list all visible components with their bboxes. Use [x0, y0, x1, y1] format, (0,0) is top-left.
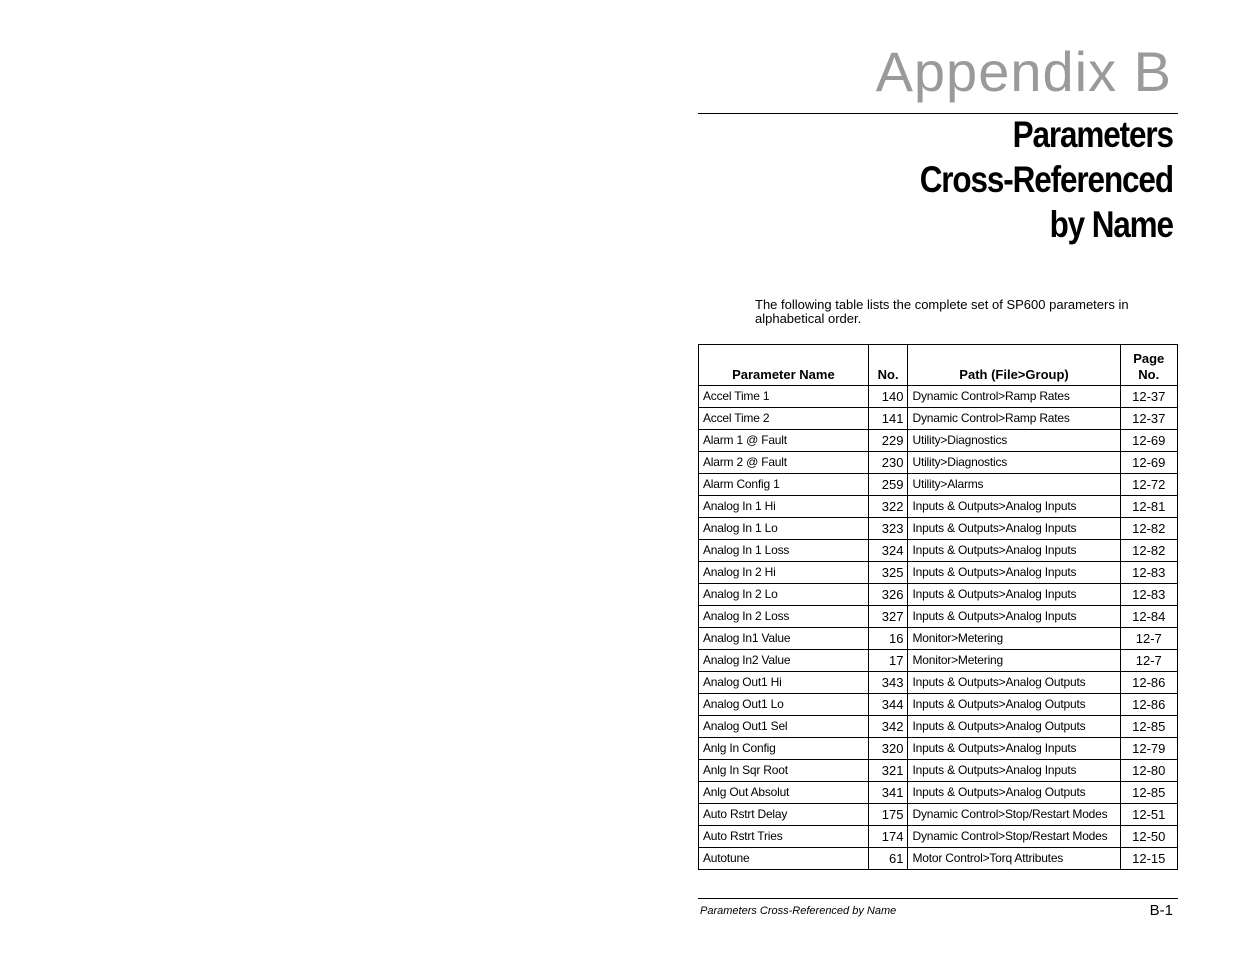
- table-row: [699, 452, 1178, 474]
- parameter-name-cell: Analog Out1 Sel: [699, 716, 869, 738]
- parameter-number-cell: 321: [868, 760, 908, 782]
- parameter-path-cell: Dynamic Control>Stop/Restart Modes: [908, 804, 1120, 826]
- parameter-path-cell: Utility>Diagnostics: [908, 430, 1120, 452]
- parameter-number-cell: 344: [868, 694, 908, 716]
- parameter-path-cell: Inputs & Outputs>Analog Inputs: [908, 606, 1120, 628]
- parameter-name-cell: Analog In 2 Hi: [699, 562, 869, 584]
- parameter-number-cell: 341: [868, 782, 908, 804]
- page-number-cell: 12-37: [1120, 386, 1177, 408]
- parameter-number-cell: 16: [868, 628, 908, 650]
- page-number-cell: 12-37: [1120, 408, 1177, 430]
- parameter-number-cell: 325: [868, 562, 908, 584]
- page-number-cell: 12-69: [1120, 430, 1177, 452]
- parameter-number-cell: 175: [868, 804, 908, 826]
- table-row: [699, 518, 1178, 540]
- page-number-cell: 12-69: [1120, 452, 1177, 474]
- page-number-cell: 12-80: [1120, 760, 1177, 782]
- parameter-path-cell: Dynamic Control>Ramp Rates: [908, 386, 1120, 408]
- table-row: [699, 628, 1178, 650]
- footer-divider: [698, 898, 1178, 899]
- parameter-path-cell: Utility>Diagnostics: [908, 452, 1120, 474]
- parameter-path-cell: Inputs & Outputs>Analog Inputs: [908, 760, 1120, 782]
- page-number-cell: 12-85: [1120, 716, 1177, 738]
- header-page-no: Page No.: [1120, 345, 1177, 386]
- parameter-path-cell: Monitor>Metering: [908, 628, 1120, 650]
- page-number-cell: 12-7: [1120, 628, 1177, 650]
- parameter-path-cell: Inputs & Outputs>Analog Outputs: [908, 694, 1120, 716]
- parameter-path-cell: Dynamic Control>Stop/Restart Modes: [908, 826, 1120, 848]
- parameter-name-cell: Analog In 1 Loss: [699, 540, 869, 562]
- parameter-name-cell: Analog In 2 Lo: [699, 584, 869, 606]
- parameter-path-cell: Inputs & Outputs>Analog Outputs: [908, 782, 1120, 804]
- parameter-name-cell: Analog In 2 Loss: [699, 606, 869, 628]
- table-row: [699, 496, 1178, 518]
- parameter-number-cell: 174: [868, 826, 908, 848]
- table-row: [699, 694, 1178, 716]
- parameter-number-cell: 322: [868, 496, 908, 518]
- footer-page-number: B-1: [1149, 902, 1173, 919]
- parameter-name-cell: Alarm Config 1: [699, 474, 869, 496]
- parameter-number-cell: 61: [868, 848, 908, 870]
- parameter-number-cell: 324: [868, 540, 908, 562]
- table-row: [699, 804, 1178, 826]
- page-number-cell: 12-83: [1120, 584, 1177, 606]
- parameter-path-cell: Inputs & Outputs>Analog Inputs: [908, 584, 1120, 606]
- table-row: [699, 738, 1178, 760]
- parameter-number-cell: 230: [868, 452, 908, 474]
- table-body: [699, 386, 1178, 870]
- parameter-path-cell: Inputs & Outputs>Analog Inputs: [908, 738, 1120, 760]
- table-row: [699, 430, 1178, 452]
- parameter-path-cell: Inputs & Outputs>Analog Inputs: [908, 562, 1120, 584]
- parameter-name-cell: Analog Out1 Lo: [699, 694, 869, 716]
- page-number-cell: 12-79: [1120, 738, 1177, 760]
- table-row: [699, 540, 1178, 562]
- parameter-name-cell: Alarm 1 @ Fault: [699, 430, 869, 452]
- header-parameter-name: Parameter Name: [699, 345, 869, 386]
- table-row: [699, 650, 1178, 672]
- page-number-cell: 12-84: [1120, 606, 1177, 628]
- page-number-cell: 12-72: [1120, 474, 1177, 496]
- parameter-name-cell: Accel Time 2: [699, 408, 869, 430]
- parameter-name-cell: Analog In1 Value: [699, 628, 869, 650]
- parameter-path-cell: Inputs & Outputs>Analog Inputs: [908, 518, 1120, 540]
- header-no: No.: [868, 345, 908, 386]
- parameter-number-cell: 342: [868, 716, 908, 738]
- header-path: Path (File>Group): [908, 345, 1120, 386]
- chapter-title-line-3: by Name: [1049, 204, 1173, 245]
- table-row: [699, 606, 1178, 628]
- chapter-title-line-1: Parameters: [1012, 114, 1173, 155]
- parameter-path-cell: Inputs & Outputs>Analog Inputs: [908, 496, 1120, 518]
- parameter-name-cell: Autotune: [699, 848, 869, 870]
- table-header-row: [699, 345, 1178, 386]
- page-number-cell: 12-85: [1120, 782, 1177, 804]
- page-number-cell: 12-86: [1120, 672, 1177, 694]
- page-number-cell: 12-81: [1120, 496, 1177, 518]
- page-number-cell: 12-15: [1120, 848, 1177, 870]
- page-number-cell: 12-51: [1120, 804, 1177, 826]
- intro-paragraph: The following table lists the complete set of SP600 parameters in alphabetical order.: [755, 297, 1129, 326]
- parameter-path-cell: Dynamic Control>Ramp Rates: [908, 408, 1120, 430]
- parameter-name-cell: Anlg Out Absolut: [699, 782, 869, 804]
- table-row: [699, 386, 1178, 408]
- parameter-name-cell: Analog In 1 Lo: [699, 518, 869, 540]
- footer-title: Parameters Cross-Referenced by Name: [700, 905, 897, 917]
- parameter-path-cell: Monitor>Metering: [908, 650, 1120, 672]
- parameter-number-cell: 320: [868, 738, 908, 760]
- parameter-number-cell: 141: [868, 408, 908, 430]
- parameter-path-cell: Motor Control>Torq Attributes: [908, 848, 1120, 870]
- table-row: [699, 584, 1178, 606]
- parameter-name-cell: Anlg In Config: [699, 738, 869, 760]
- parameter-path-cell: Utility>Alarms: [908, 474, 1120, 496]
- page-number-cell: 12-82: [1120, 518, 1177, 540]
- table-row: [699, 474, 1178, 496]
- table-row: [699, 782, 1178, 804]
- parameter-name-cell: Auto Rstrt Delay: [699, 804, 869, 826]
- table-row: [699, 848, 1178, 870]
- chapter-title-line-2: Cross-Referenced: [919, 159, 1173, 200]
- parameter-name-cell: Analog In2 Value: [699, 650, 869, 672]
- page-number-cell: 12-7: [1120, 650, 1177, 672]
- parameter-number-cell: 343: [868, 672, 908, 694]
- table-row: [699, 562, 1178, 584]
- parameter-path-cell: Inputs & Outputs>Analog Outputs: [908, 716, 1120, 738]
- parameter-number-cell: 259: [868, 474, 908, 496]
- table-row: [699, 760, 1178, 782]
- page-number-cell: 12-83: [1120, 562, 1177, 584]
- page-number-cell: 12-82: [1120, 540, 1177, 562]
- parameter-path-cell: Inputs & Outputs>Analog Inputs: [908, 540, 1120, 562]
- parameter-name-cell: Auto Rstrt Tries: [699, 826, 869, 848]
- page-number-cell: 12-86: [1120, 694, 1177, 716]
- parameter-number-cell: 323: [868, 518, 908, 540]
- parameter-number-cell: 140: [868, 386, 908, 408]
- table-row: [699, 408, 1178, 430]
- parameter-path-cell: Inputs & Outputs>Analog Outputs: [908, 672, 1120, 694]
- table-row: [699, 826, 1178, 848]
- parameter-name-cell: Analog Out1 Hi: [699, 672, 869, 694]
- parameter-number-cell: 326: [868, 584, 908, 606]
- table-row: [699, 716, 1178, 738]
- parameter-name-cell: Alarm 2 @ Fault: [699, 452, 869, 474]
- appendix-title: Appendix B: [875, 40, 1172, 103]
- chapter-title: [920, 112, 1173, 247]
- table-row: [699, 672, 1178, 694]
- parameter-name-cell: Accel Time 1: [699, 386, 869, 408]
- parameter-name-cell: Anlg In Sqr Root: [699, 760, 869, 782]
- page-number-cell: 12-50: [1120, 826, 1177, 848]
- parameter-name-cell: Analog In 1 Hi: [699, 496, 869, 518]
- parameter-number-cell: 229: [868, 430, 908, 452]
- parameter-table: [698, 344, 1178, 870]
- parameter-number-cell: 17: [868, 650, 908, 672]
- parameter-number-cell: 327: [868, 606, 908, 628]
